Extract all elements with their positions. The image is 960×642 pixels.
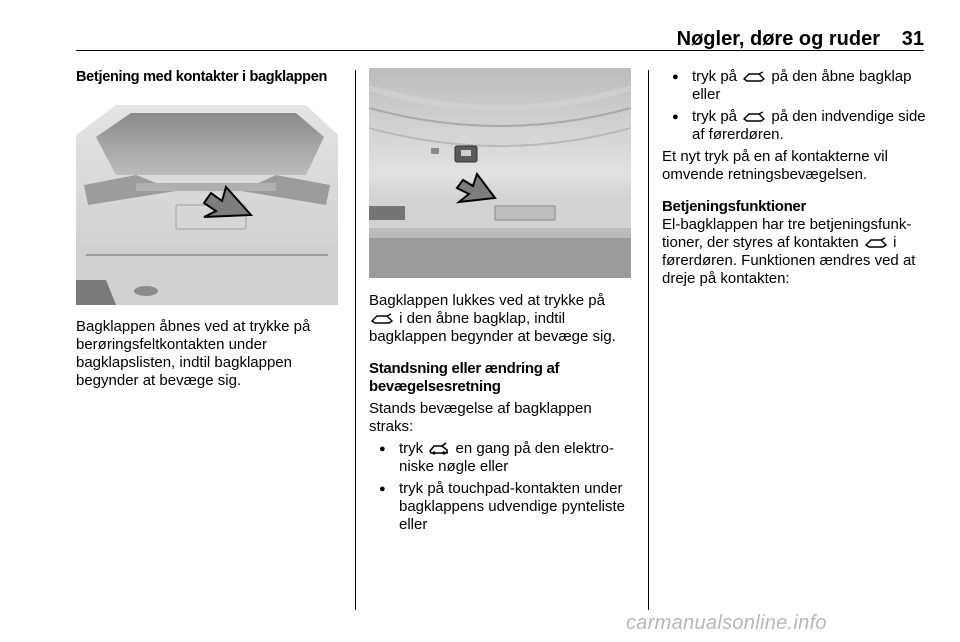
watermark: carmanualsonline.info xyxy=(626,612,827,634)
car-tailgate-key-icon xyxy=(429,442,449,455)
column-2-paragraph-1 xyxy=(369,292,634,346)
column-1-paragraph: Bagklappen åbnes ved at trykke på berøringsfeltkontakten under bagklapslisten, indtil bagklappen begynder at bevæge sig. xyxy=(76,318,311,389)
column-2-paragraph-1-text-a: Bagklappen lukkes ved at trykke på xyxy=(369,292,605,309)
page-header-title: Nøgler, døre og ruder xyxy=(676,28,880,50)
tailgate-icon xyxy=(743,111,765,123)
list-item-text-b: på den indvendige side af førerdøren. xyxy=(692,108,926,143)
column-2 xyxy=(369,292,634,538)
tailgate-icon xyxy=(743,71,765,83)
list-item xyxy=(369,440,634,476)
column-3-paragraph: Et nyt tryk på en af kontakterne vil omvende retningsbevægelsen. xyxy=(662,148,888,183)
tailgate-icon xyxy=(865,237,887,249)
column-3 xyxy=(662,68,927,288)
column-3-body xyxy=(662,216,927,288)
column-3-bullet-list xyxy=(662,68,927,144)
list-item xyxy=(662,108,927,144)
section-heading-stop-direction: Standsning eller ændring af bevægelsesretning xyxy=(369,360,560,395)
section-heading-operating-functions: Betjeningsfunktioner xyxy=(662,198,807,215)
section-heading-tailgate-switches: Betjening med kontakter i bagklappen xyxy=(76,69,328,85)
column-3-body-text-b: i førerdøren. Funktionen ændres ved at dreje på kontakten: xyxy=(662,234,916,287)
list-item-text-b: på den åbne bagklap eller xyxy=(692,68,912,103)
list-item-text-a: tryk på xyxy=(692,68,738,85)
list-item xyxy=(369,480,634,534)
list-item xyxy=(662,68,927,104)
list-item-text-a: tryk xyxy=(399,440,424,457)
column-2-paragraph-1-text-b: i den åbne bagklap, indtil bagklappen begynder at bevæge sig. xyxy=(369,310,616,345)
column-1 xyxy=(76,68,346,86)
column-2-intro: Stands bevægelse af bagklappen straks: xyxy=(369,400,592,435)
column-2-bullet-list xyxy=(369,440,634,534)
rear-car-illustration xyxy=(76,95,338,305)
column-3-body-text-a: El-bagklappen har tre betjeningsfunktioner, der styres af kontakten xyxy=(662,216,912,251)
list-item-text-b: en gang på den elektroniske nøgle eller xyxy=(399,440,614,475)
tailgate-interior-illustration xyxy=(369,68,631,278)
list-item-text: tryk på touchpad-kontakten under bagklappens udvendige pynteliste eller xyxy=(399,480,626,533)
column-divider-left xyxy=(355,70,356,610)
column-divider-right xyxy=(648,70,649,610)
tailgate-icon xyxy=(371,313,393,325)
column-1-body xyxy=(76,318,346,390)
header-rule xyxy=(76,50,924,51)
list-item-text-a: tryk på xyxy=(692,108,738,125)
page-number: 31 xyxy=(901,28,924,50)
